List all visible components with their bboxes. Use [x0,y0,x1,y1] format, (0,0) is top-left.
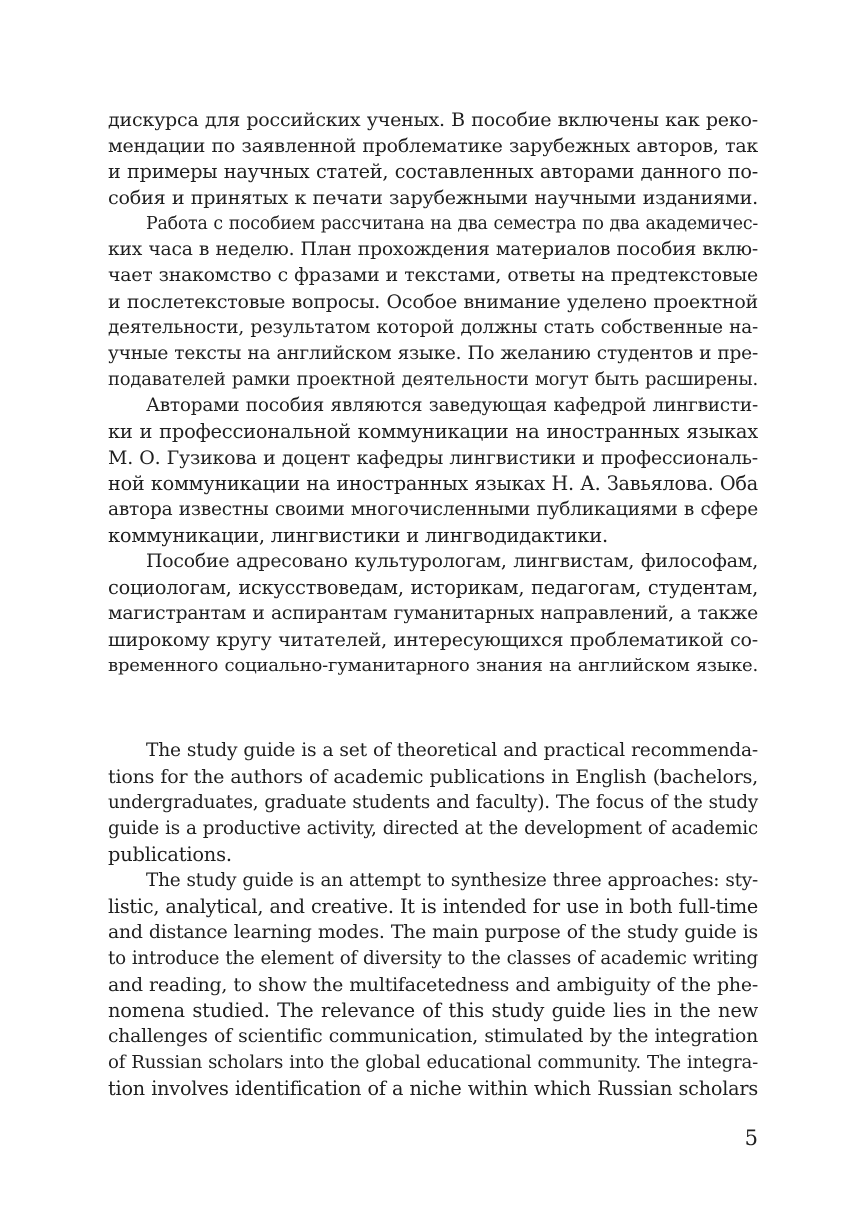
text-line: социологам, искусствоведам, историкам, педагогам, студентам, [108,576,758,599]
page-number: 5 [744,1126,758,1150]
ru-paragraph-3 [108,393,758,549]
text-line: tion involves identification of a niche within which Russian scholars [108,1077,758,1100]
text-line: to introduce the element of diversity to the classes of academic writing [108,948,758,969]
text-line: деятельности, результатом которой должны стать собственные на- [108,317,758,338]
text-line: Авторами пособия являются заведующая кафедрой лингвисти- [146,395,758,416]
text-line: учные тексты на английском языке. По желанию студентов и пре- [108,343,758,364]
text-line: and distance learning modes. The main purpose of the study guide is [108,922,758,943]
ru-paragraph-2 [108,211,758,393]
text-line: listic, analytical, and creative. It is intended for use in both full-time [108,895,758,918]
text-line: дискурса для российских ученых. В пособие включены как реко- [108,109,758,131]
text-line: ной коммуникации на иностранных языках Н. А. Завьялова. Оба [108,472,758,495]
text-line: challenges of scientific communication, stimulated by the integration [108,1026,758,1047]
text-line: guide is a productive activity, directed at the development of academic [108,818,758,839]
text-line: коммуникации, лингвистики и лингводидактики. [108,524,608,547]
text-line: подавателей рамки проектной деятельности могут быть расширены. [108,369,758,390]
text-line: and reading, to show the multifacetedness and ambiguity of the phe- [108,974,758,996]
text-line: и примеры научных статей, составленных авторами данного по- [108,160,758,183]
english-text-block [108,738,758,1102]
text-line: of Russian scholars into the global educational community. The integra- [108,1052,758,1073]
en-paragraph-2 [108,868,758,1102]
ru-paragraph-1 [108,107,758,211]
text-line: ких часа в неделю. План прохождения материалов пособия вклю- [108,239,758,260]
text-line: автора известны своими многочисленными публикациями в сфере [108,499,758,520]
ru-paragraph-4 [108,549,758,679]
text-line: М. О. Гузикова и доцент кафедры лингвистики и профессиональ- [108,447,758,469]
text-line: и послетекстовые вопросы. Особое внимание уделено проектной [108,291,758,313]
text-line: Работа с пособием рассчитана на два семестра по два академичес- [146,214,758,234]
en-paragraph-1 [108,738,758,868]
text-line: магистрантам и аспирантам гуманитарных направлений, а также [108,603,758,624]
text-line: ки и профессиональной коммуникации на иностранных языках [108,420,758,443]
text-line: undergraduates, graduate students and faculty). The focus of the study [108,792,758,813]
text-line: nomena studied. The relevance of this study guide lies in the new [108,999,758,1022]
text-line: tions for the authors of academic publications in English (bachelors, [108,766,758,788]
text-line: широкому кругу читателей, интересующихся проблематикой со- [108,629,758,651]
text-line: publications. [108,843,232,866]
text-line: собия и принятых к печати зарубежными научными изданиями. [108,186,758,209]
russian-text-block [108,107,758,679]
text-line: The study guide is a set of theoretical and practical recommenda- [146,740,758,761]
text-line: чает знакомство с фразами и текстами, ответы на предтекстовые [108,265,758,286]
text-line: Пособие адресовано культурологам, лингвистам, философам, [146,551,758,572]
text-line: временного социально-гуманитарного знания на английском языке. [108,655,758,676]
text-line: The study guide is an attempt to synthesize three approaches: sty- [146,870,758,891]
text-line: мендации по заявленной проблематике зарубежных авторов, так [108,135,758,157]
